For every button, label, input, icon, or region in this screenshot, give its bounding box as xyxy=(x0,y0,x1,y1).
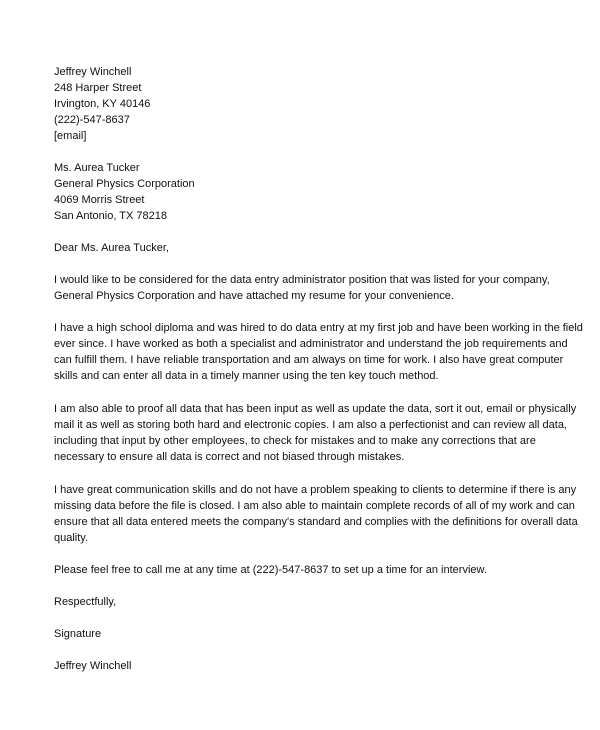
sender-city: Irvington, KY 40146 xyxy=(54,98,151,110)
paragraph-line: ever since. I have worked as both a specialist and administrator and understand the job requirements and xyxy=(54,338,568,350)
cover-letter xyxy=(54,64,583,674)
spacer xyxy=(54,465,564,482)
paragraph-5 xyxy=(54,562,564,578)
paragraph-line: missing data before the file is closed. I am also able to maintain complete records of all of my work and can xyxy=(54,500,575,512)
sender-email: [email] xyxy=(54,130,87,142)
paragraph-line: necessary to ensure all data is correct and not biased through mistakes. xyxy=(54,451,405,463)
signature: Signature xyxy=(54,628,102,640)
spacer xyxy=(54,304,564,320)
paragraph-line: I have great communication skills and do not have a problem speaking to clients to determine if there is any xyxy=(54,484,577,496)
salutation: Dear Ms. Aurea Tucker, xyxy=(54,242,169,254)
recipient-name: Ms. Aurea Tucker xyxy=(54,162,140,174)
paragraph-4 xyxy=(54,482,578,546)
paragraph-line: skills and can enter all data in a timely manner using the ten key touch method. xyxy=(54,370,439,382)
paragraph-line: General Physics Corporation and have attached my resume for your convenience. xyxy=(54,290,454,302)
paragraph-3 xyxy=(54,401,577,465)
paragraph-line: ensure that all data entered meets the company's standard and complies with the definitions for overall data xyxy=(54,516,578,528)
paragraph-line: I would like to be considered for the data entry administrator position that was listed for your company, xyxy=(54,274,550,286)
spacer xyxy=(54,546,564,562)
closing: Respectfully, xyxy=(54,596,117,608)
sender-phone: (222)-547-8637 xyxy=(54,114,130,126)
spacer xyxy=(54,642,564,658)
spacer xyxy=(54,384,564,401)
paragraph-line: Please feel free to call me at any time at (222)-547-8637 to set up a time for an interview. xyxy=(54,564,487,576)
paragraph-line: can fulfill them. I have reliable transportation and am always on time for work. I also have great computer xyxy=(54,354,564,366)
spacer xyxy=(54,610,564,626)
recipient-city: San Antonio, TX 78218 xyxy=(54,210,167,222)
spacer xyxy=(54,224,564,240)
paragraph-line: quality. xyxy=(54,532,89,544)
spacer xyxy=(54,578,564,594)
paragraph-line: mail it as well as storing both hard and electronic copies. I am also a perfectionist and can review all data, xyxy=(54,419,567,431)
paragraph-2 xyxy=(54,320,583,384)
spacer xyxy=(54,256,564,272)
sender-street: 248 Harper Street xyxy=(54,82,142,94)
spacer xyxy=(54,144,564,160)
paragraph-line: including that input by other employees, to check for mistakes and to make any corrections that are xyxy=(54,435,536,447)
recipient-street: 4069 Morris Street xyxy=(54,194,145,206)
paragraph-line: I have a high school diploma and was hired to do data entry at my first job and have been working in the field xyxy=(54,322,583,334)
paragraph-line: I am also able to proof all data that has been input as well as update the data, sort it out, email or physically xyxy=(54,403,577,415)
paragraph-1 xyxy=(54,272,564,304)
recipient-company: General Physics Corporation xyxy=(54,178,195,190)
signer-name: Jeffrey Winchell xyxy=(54,660,132,672)
sender-address xyxy=(54,64,564,144)
sender-name: Jeffrey Winchell xyxy=(54,66,132,78)
recipient-address xyxy=(54,160,564,224)
